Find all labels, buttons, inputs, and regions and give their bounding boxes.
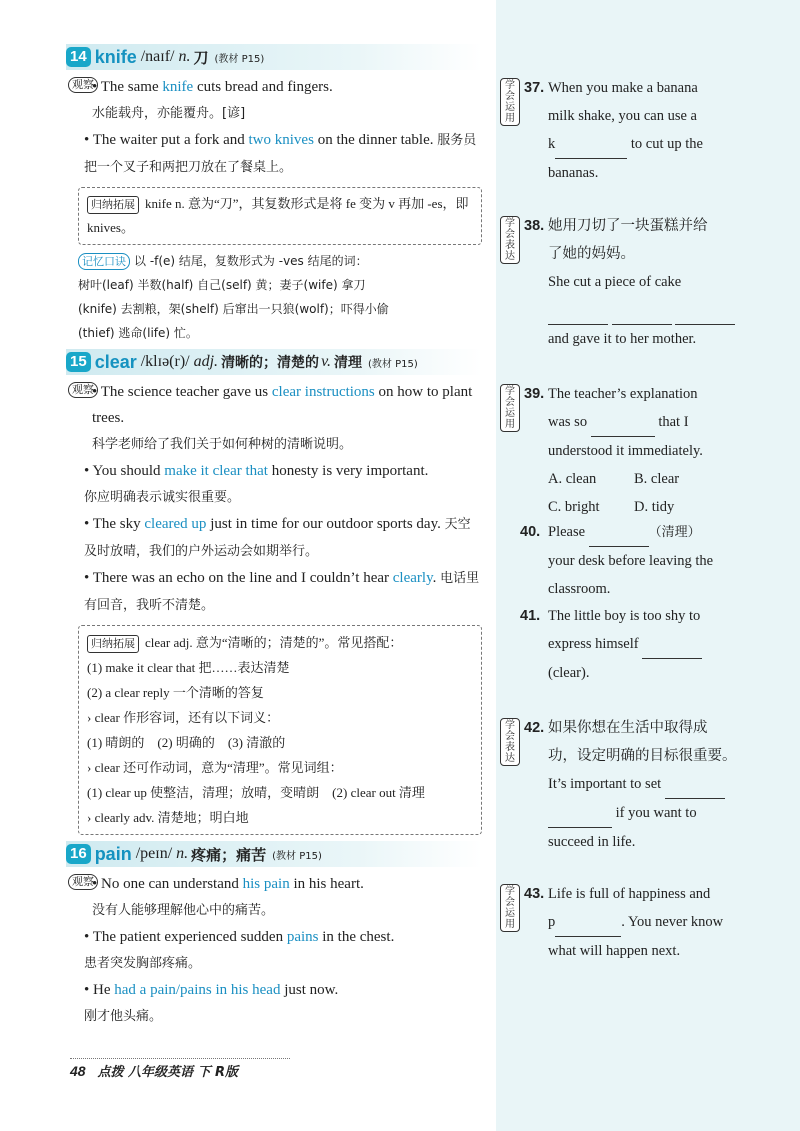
vocab-column: [66, 44, 482, 1030]
observe-tag: 观察: [68, 874, 98, 890]
question-text: that I: [654, 414, 689, 430]
translation: 患者突发胸部疼痛。: [84, 956, 202, 971]
answer-blank[interactable]: [612, 296, 672, 325]
textbook-ref: (教材 P15): [214, 53, 265, 65]
apply-tag: 学会运用: [500, 384, 520, 432]
memory-tip: [66, 249, 482, 345]
question-39: [500, 380, 790, 521]
memory-line: 以 -f(e) 结尾，复数形式为 -ves 结尾的词：: [134, 254, 368, 268]
answer-blank[interactable]: [642, 630, 702, 659]
example-text: just now.: [280, 982, 339, 998]
example-text: honesty is very important.: [267, 463, 429, 479]
question-number: 37.: [524, 80, 545, 96]
example-highlight: cleared up: [144, 516, 207, 532]
answer-blank[interactable]: [665, 770, 725, 799]
example: [66, 977, 482, 1030]
memory-line: (knife) 去割粮，架(shelf) 后窜出一只狼(wolf)；吓得小偷: [78, 302, 389, 316]
headword: clear: [94, 351, 137, 372]
example: [66, 565, 482, 619]
question-number: 43.: [524, 886, 545, 902]
question-text: if you want to: [612, 805, 697, 821]
summary-line: › clear 作形容词，还有以下词义：: [87, 710, 280, 725]
question-text: k: [548, 136, 556, 152]
summary-box: [78, 625, 482, 835]
observe-tag: 观察: [68, 382, 98, 398]
question-text: milk shake, you can use a: [548, 108, 697, 124]
example-text: • You should: [84, 463, 165, 479]
example-text: .: [432, 570, 437, 586]
summary-line: clear adj. 意为“清晰的；清楚的”。常见搭配：: [145, 635, 403, 650]
example: [66, 924, 482, 977]
question-text: . You never know: [621, 914, 724, 930]
example: [66, 871, 482, 924]
question-41: [500, 602, 790, 687]
meaning: 清晰的；清楚的: [221, 355, 320, 371]
question-40: [500, 518, 790, 603]
question-text: bananas.: [548, 165, 599, 181]
question-text: 功，设定明确的目标很重要。: [548, 748, 737, 764]
example-text: in his heart.: [289, 876, 364, 892]
example: [66, 458, 482, 511]
summary-line: (2) a clear reply 一个清晰的答复: [87, 685, 264, 700]
example-text: • The sky: [84, 516, 145, 532]
question-text: 她用刀切了一块蛋糕并给: [548, 218, 708, 234]
headword: pain: [94, 843, 132, 864]
translation: 你应明确表示诚实很重要。: [84, 490, 241, 505]
part-of-speech: n.: [176, 845, 189, 862]
translation: 刚才他头痛。: [84, 1009, 163, 1024]
part-of-speech: v.: [321, 353, 331, 370]
example-text: • The waiter put a fork and: [84, 132, 249, 148]
example-text: • The patient experienced sudden: [84, 929, 287, 945]
translation: 没有人能够理解他心中的痛苦。: [92, 903, 275, 918]
example-text: • The same: [92, 79, 163, 95]
summary-line: (1) make it clear that 把……表达清楚: [87, 660, 290, 675]
question-text: She cut a piece of cake: [548, 274, 682, 290]
page-footer: [70, 1058, 290, 1080]
question-text: p: [548, 914, 556, 930]
example-text: • He: [84, 982, 115, 998]
answer-blank[interactable]: [555, 130, 627, 159]
question-text: When you make a banana: [548, 80, 698, 96]
question-42: [500, 714, 790, 856]
question-text: 如果你想在生活中取得成: [548, 720, 708, 736]
textbook-ref: (教材 P15): [272, 850, 322, 862]
memory-line: (thief) 逃命(life) 忙。: [78, 326, 198, 340]
question-text: 了她的妈妈。: [548, 246, 635, 262]
entry-number: 16: [66, 844, 91, 864]
question-text: and gave it to her mother.: [548, 331, 697, 347]
question-hint: （清理）: [648, 525, 701, 540]
entry-14-header: [66, 44, 482, 70]
summary-tag: 归纳拓展: [87, 635, 139, 653]
entry-number: 14: [66, 47, 91, 67]
example-highlight: had a pain/pains in his head: [114, 982, 281, 998]
question-text: understood it immediately.: [548, 443, 703, 459]
phonetic: /peɪn/: [135, 845, 173, 862]
meaning: 刀: [193, 48, 209, 67]
question-text: classroom.: [548, 581, 611, 597]
example-highlight: clear instructions: [271, 384, 375, 400]
example-text: in the chest.: [318, 929, 395, 945]
option-d[interactable]: D. tidy: [634, 499, 675, 515]
option-c[interactable]: C. bright: [548, 499, 600, 515]
entry-15-header: [66, 349, 482, 375]
example-highlight: two knives: [248, 132, 314, 148]
summary-line: (1) 晴朗的 (2) 明确的 (3) 清澈的: [87, 735, 286, 750]
summary-line: (1) clear up 使整洁，清理；放晴，变晴朗 (2) clear out 清理: [87, 785, 425, 800]
textbook-ref: (教材 P15): [367, 358, 418, 370]
option-b[interactable]: B. clear: [634, 471, 680, 487]
question-43: [500, 880, 790, 965]
example-text: on how to plant trees.: [92, 384, 473, 426]
question-number: 39.: [524, 386, 545, 402]
translation: 科学老师给了我们关于如何种树的清晰说明。: [92, 437, 353, 452]
answer-blank[interactable]: [555, 908, 621, 937]
question-text: express himself: [548, 636, 643, 652]
example-text: • There was an echo on the line and I couldn’t hear: [84, 570, 393, 586]
summary-box: [78, 187, 482, 245]
example: [66, 379, 482, 458]
observe-tag: 观察: [68, 77, 98, 93]
answer-blank[interactable]: [675, 296, 735, 325]
part-of-speech: adj.: [193, 353, 219, 370]
question-text: It’s important to set: [548, 776, 665, 792]
question-38: [500, 212, 790, 353]
meaning: 清理: [333, 355, 362, 371]
question-text: was so: [548, 414, 591, 430]
option-a[interactable]: A. clean: [548, 471, 597, 487]
question-text: your desk before leaving the: [548, 553, 714, 569]
question-text: The little boy is too shy to: [548, 608, 701, 624]
example-highlight: make it clear that: [164, 463, 268, 479]
translation: 电话里有回音，我听不清楚。: [84, 571, 480, 613]
memory-line: 树叶(leaf) 半数(half) 自己(self) 黄；妻子(wife) 拿刀: [78, 278, 366, 292]
question-text: (clear).: [548, 665, 590, 681]
example-text: • The science teacher gave us: [92, 384, 272, 400]
example-text: • No one can understand: [92, 876, 243, 892]
example-highlight: knife: [162, 79, 194, 95]
question-number: 42.: [524, 720, 545, 736]
example: [66, 511, 482, 565]
answer-blank[interactable]: [591, 408, 655, 437]
entry-16-header: [66, 841, 482, 867]
summary-line: › clearly adv. 清楚地；明白地: [87, 810, 249, 825]
example-highlight: clearly: [392, 570, 433, 586]
entry-number: 15: [66, 352, 91, 372]
express-tag: 学会表达: [500, 216, 520, 264]
example: [66, 127, 482, 181]
part-of-speech: n.: [178, 48, 191, 65]
phonetic: /klɪə(r)/: [140, 353, 190, 370]
memory-tag: 记忆口诀: [78, 253, 130, 270]
translation: 天空及时放晴，我们的户外运动会如期举行。: [84, 517, 471, 559]
example-text: cuts bread and fingers.: [193, 79, 333, 95]
express-tag: 学会表达: [500, 718, 520, 766]
question-number: 41.: [520, 608, 541, 624]
translation: 水能载舟，亦能覆舟。[谚]: [92, 106, 246, 121]
example: [66, 74, 482, 127]
example-text: just in time for our outdoor sports day.: [206, 516, 441, 532]
question-number: 40.: [520, 524, 541, 540]
question-text: succeed in life.: [548, 834, 636, 850]
page-number: 48: [70, 1063, 86, 1079]
apply-tag: 学会运用: [500, 78, 520, 126]
example-text: on the dinner table.: [313, 132, 434, 148]
question-number: 38.: [524, 218, 545, 234]
example-highlight: his pain: [242, 876, 290, 892]
answer-blank[interactable]: [548, 296, 608, 325]
phonetic: /naɪf/: [140, 48, 175, 65]
summary-tag: 归纳拓展: [87, 196, 139, 214]
question-text: what will happen next.: [548, 943, 681, 959]
example-highlight: pains: [286, 929, 319, 945]
question-text: The teacher’s explanation: [548, 386, 698, 402]
meaning: 疼痛；痛苦: [191, 845, 267, 864]
answer-blank[interactable]: [589, 518, 649, 547]
question-37: [500, 74, 790, 187]
summary-text: knife n. 意为“刀”，其复数形式是将 fe 变为 v 再加 -es，即 knives。: [87, 196, 469, 235]
headword: knife: [94, 46, 137, 67]
summary-line: › clear 还可作动词，意为“清理”。常见词组：: [87, 760, 343, 775]
answer-blank[interactable]: [548, 799, 612, 828]
question-text: to cut up the: [627, 136, 703, 152]
question-text: Life is full of happiness and: [548, 886, 711, 902]
question-text: Please: [548, 524, 589, 540]
book-title: 点拨 八年级英语 下 R版: [97, 1065, 239, 1080]
translation: 服务员把一个叉子和两把刀放在了餐桌上。: [84, 133, 477, 175]
apply-tag: 学会运用: [500, 884, 520, 932]
